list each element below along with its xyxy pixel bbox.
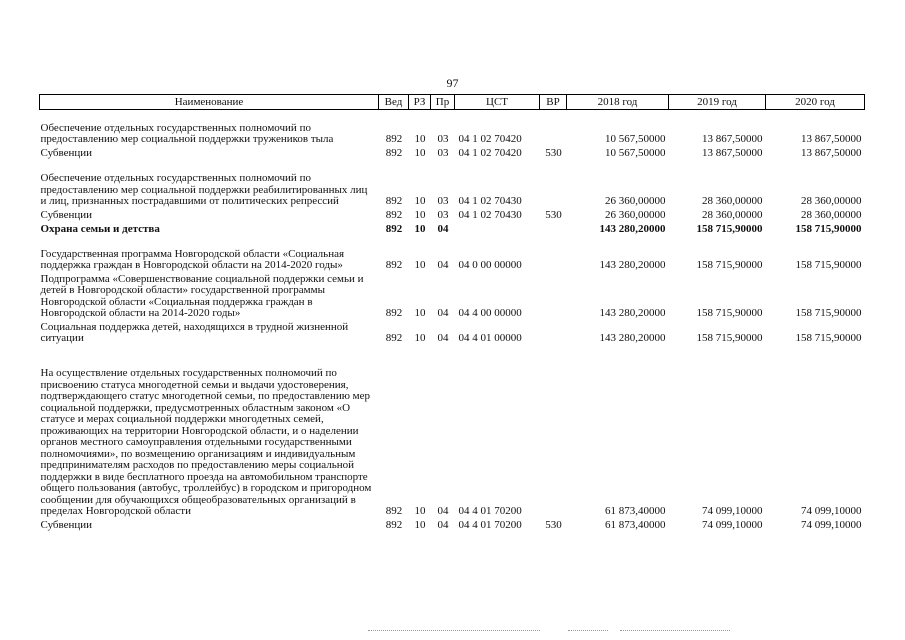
table-row [40, 345, 865, 518]
table-body [40, 110, 865, 532]
row-rz: 10 [414, 195, 426, 207]
row-cst: 04 4 01 70200 [458, 519, 522, 531]
row-rz: 10 [414, 223, 426, 235]
row-vr [540, 345, 567, 518]
row-2018: 26 360,00000 [605, 195, 666, 207]
row-2020: 74 099,10000 [801, 505, 862, 517]
row-ved: 892 [385, 133, 403, 145]
header-vr: ВР [540, 95, 567, 110]
row-vr [540, 160, 567, 208]
row-ved: 892 [385, 519, 403, 531]
row-2018: 143 280,20000 [599, 259, 666, 271]
row-cst [455, 222, 540, 236]
row-2020: 13 867,50000 [801, 133, 862, 145]
row-2020: 158 715,90000 [795, 307, 862, 319]
row-vr [540, 272, 567, 320]
row-2019: 158 715,90000 [696, 259, 763, 271]
row-rz: 10 [414, 147, 426, 159]
row-2019: 158 715,90000 [696, 307, 763, 319]
row-2019: 74 099,10000 [702, 505, 763, 517]
row-rz: 10 [414, 259, 426, 271]
row-vr [540, 320, 567, 345]
row-2020: 158 715,90000 [795, 259, 862, 271]
row-cst: 04 0 00 00000 [458, 259, 522, 271]
row-ved: 892 [385, 307, 403, 319]
table-row [40, 208, 865, 222]
row-cst: 04 1 02 70420 [458, 133, 522, 145]
row-name: Государственная программа Новгородской области «Социальная поддержка граждан в Новгородской области на 2014-2020 годы» [40, 247, 345, 271]
table-row [40, 236, 865, 272]
row-name: Подпрограмма «Совершенствование социальной поддержки семьи и детей в Новгородской области» государственной программы Новгородской области «Социальная поддержка граждан в Новгородской области на 2014-2020 годы» [40, 272, 364, 319]
row-ved: 892 [385, 209, 403, 221]
row-2020: 158 715,90000 [795, 223, 862, 235]
row-2020: 158 715,90000 [795, 332, 862, 344]
row-2019: 28 360,00000 [702, 195, 763, 207]
row-2020: 74 099,10000 [801, 519, 862, 531]
row-pr: 04 [437, 223, 449, 235]
row-ved: 892 [385, 332, 403, 344]
row-pr: 04 [437, 259, 449, 271]
table-row [40, 518, 865, 532]
row-rz: 10 [414, 505, 426, 517]
row-pr: 03 [437, 209, 449, 221]
header-name: Наименование [40, 95, 379, 110]
row-2019: 158 715,90000 [696, 223, 763, 235]
header-2020: 2020 год [766, 95, 865, 110]
row-ved: 892 [385, 259, 403, 271]
row-cst: 04 4 00 00000 [458, 307, 522, 319]
row-vr [540, 222, 567, 236]
row-vr: 530 [545, 147, 562, 159]
table-row [40, 222, 865, 236]
row-name: Субвенции [40, 519, 93, 531]
row-pr: 04 [437, 307, 449, 319]
header-rz: РЗ [409, 95, 431, 110]
row-name: Обеспечение отдельных государственных полномочий по предоставлению мер социальной поддержки тружеников тыла [40, 121, 334, 145]
row-pr: 04 [437, 519, 449, 531]
row-2018: 143 280,20000 [599, 307, 666, 319]
table-row [40, 146, 865, 160]
row-2020: 13 867,50000 [801, 147, 862, 159]
row-2020: 28 360,00000 [801, 209, 862, 221]
table-row [40, 272, 865, 320]
row-2018: 10 567,50000 [605, 133, 666, 145]
row-2019: 74 099,10000 [702, 519, 763, 531]
row-2018: 61 873,40000 [605, 519, 666, 531]
row-vr: 530 [545, 519, 562, 531]
row-pr: 04 [437, 505, 449, 517]
row-vr [540, 236, 567, 272]
row-ved: 892 [385, 147, 403, 159]
page-number: 97 [446, 76, 459, 90]
row-name: Обеспечение отдельных государственных полномочий по предоставлению мер социальной поддержки реабилитированных лиц и лиц, признанных пострадавшими от политических репрессий [40, 172, 368, 207]
row-2018: 143 280,20000 [599, 223, 666, 235]
header-ved: Вед [379, 95, 409, 110]
row-vr: 530 [545, 209, 562, 221]
row-cst: 04 1 02 70430 [458, 195, 522, 207]
row-rz: 10 [414, 519, 426, 531]
row-2018: 10 567,50000 [605, 147, 666, 159]
row-pr: 03 [437, 133, 449, 145]
row-cst: 04 4 01 00000 [458, 332, 522, 344]
row-2019: 158 715,90000 [696, 332, 763, 344]
row-rz: 10 [414, 209, 426, 221]
row-2018: 26 360,00000 [605, 209, 666, 221]
row-rz: 10 [414, 332, 426, 344]
row-name: Субвенции [40, 147, 93, 159]
row-vr [540, 110, 567, 146]
row-ved: 892 [385, 223, 403, 235]
row-pr: 04 [437, 332, 449, 344]
row-2018: 143 280,20000 [599, 332, 666, 344]
row-2019: 13 867,50000 [702, 147, 763, 159]
row-rz: 10 [414, 133, 426, 145]
row-2019: 13 867,50000 [702, 133, 763, 145]
row-pr: 03 [437, 147, 449, 159]
row-cst: 04 1 02 70420 [458, 147, 522, 159]
row-name: Социальная поддержка детей, находящихся в трудной жизненной ситуации [40, 320, 349, 344]
row-ved: 892 [385, 505, 403, 517]
header-cst: ЦСТ [455, 95, 540, 110]
scan-artifact-line [0, 630, 905, 634]
budget-table [39, 94, 865, 532]
table-row [40, 110, 865, 146]
header-pr: Пр [431, 95, 455, 110]
row-cst: 04 1 02 70430 [458, 209, 522, 221]
row-rz: 10 [414, 307, 426, 319]
header-2019: 2019 год [669, 95, 766, 110]
table-header [40, 95, 865, 110]
header-2018: 2018 год [567, 95, 669, 110]
row-name: На осуществление отдельных государственных полномочий по присвоению статуса многодетной семьи и выдачи удостоверения, подтверждающего статус многодетной семьи, по предоставлению мер социальной поддержки, предусмотренных областным законом «О статусе и мерах социальной поддержки многодетных семей, проживающих на территории Новгородской области, и о наделении органов местного самоуправления отдельными государственными полномочиями», по возмещению организациям и индивидуальным предпринимателям расходов по предоставлению меры социальной поддержки в виде бесплатного проезда на автомобильном транспорте общего пользования (автобус, троллейбус) в городском и пригородном сообщении для обучающихся общеобразовательных организаций в пределах Новгородской области [40, 367, 372, 517]
table-row [40, 160, 865, 208]
row-2020: 28 360,00000 [801, 195, 862, 207]
row-2019: 28 360,00000 [702, 209, 763, 221]
table-row [40, 320, 865, 345]
row-name: Охрана семьи и детства [40, 223, 160, 235]
row-cst: 04 4 01 70200 [458, 505, 522, 517]
row-2018: 61 873,40000 [605, 505, 666, 517]
row-name: Субвенции [40, 209, 93, 221]
row-ved: 892 [385, 195, 403, 207]
row-pr: 03 [437, 195, 449, 207]
